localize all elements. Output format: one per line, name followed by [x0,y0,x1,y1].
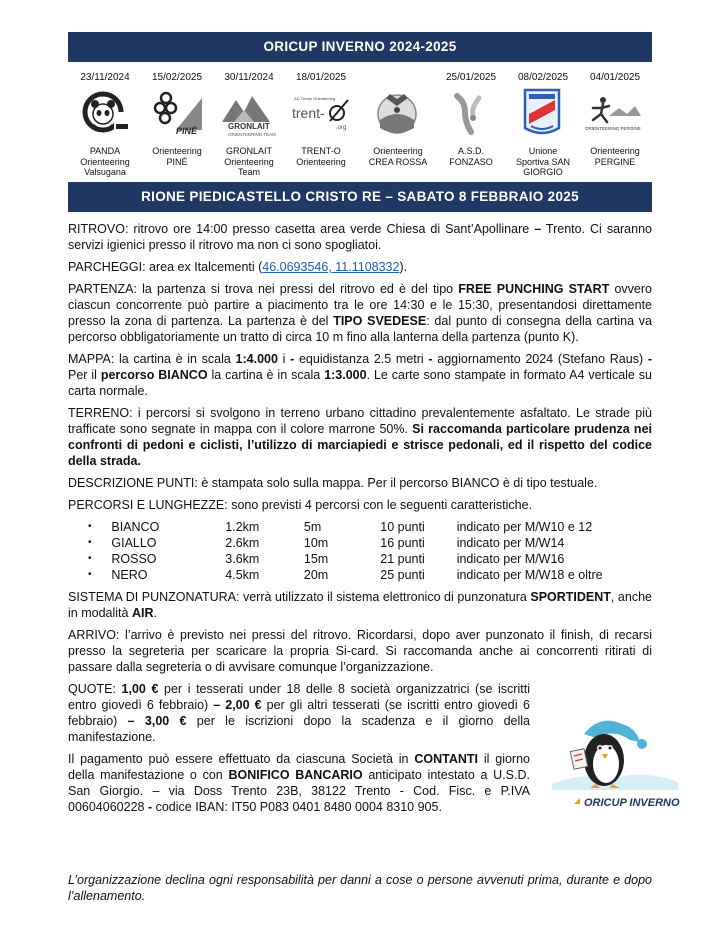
sistema-paragraph: SISTEMA DI PUNZONATURA: verrà utilizzato il sistema elettronico di punzonatura SPORTIDENT, anche in modalità AIR. [68,590,652,620]
event-date: 23/11/2024 [80,72,130,83]
terreno-paragraph: TERRENO: i percorsi si svolgono in terreno urbano cittadino prevalentemente asfaltato. Le strade più trafficate sono segnate in mappa con il colore marrone 50%. Si raccomanda particolare prudenza nei confronti di pedoni e ciclisti, l’utilizzo di marciapiedi e strisce pedonali, ed il rispetto del codice della strada. [68,406,652,468]
club-name: Orienteering PINÈ [152,146,202,167]
event-date: 15/02/2025 [151,72,203,83]
pergine-logo-icon [579,86,649,140]
trento-logo-text: trent- [292,105,325,121]
club-name: Unione Sportiva SAN GIORGIO [515,146,571,177]
penguin-mascot-icon [544,712,684,812]
club-names-row [68,146,652,180]
club-name: PANDA Orienteering Valsugana [80,146,130,177]
parking-coordinates-link[interactable]: 46.0693546, 11.1108332 [262,260,400,274]
event-date: 30/11/2024 [224,72,274,83]
san-giorgio-logo-icon [507,86,577,140]
descrizione-paragraph: DESCRIZIONE PUNTI: è stampata solo sulla mappa. Per il percorso BIANCO è di tipo testuale. [68,476,598,490]
event-date: 04/01/2025 [589,72,641,83]
disclaimer-footer: L’organizzazione declina ogni responsabilità per danni a cose o persone avvenuti prima, durante e dopo l’allenamento. [68,873,652,903]
fonzaso-logo-icon [435,86,505,140]
ritrovo-paragraph: RITROVO: ritrovo ore 14:00 presso casetta area verde Chiesa di Sant’Apollinare – Trento. Ci saranno servizi igienici presso il ritrovo ma non ci sono spogliatoi. [68,222,652,252]
mappa-paragraph: MAPPA: la cartina è in scala 1:4.000 i - equidistanza 2.5 metri - aggiornamento 2024 (Stefano Raus) - Per il percorso BIANCO la cartina è in scala 1:3.000. Le carte sono stampate in formato A4 verticale su carta normale. [68,352,652,398]
event-date: 08/02/2025 [517,72,569,83]
gronlait-logo-subtext: ORIENTEERING TEAM [228,132,276,137]
event-title-banner: RIONE PIEDICASTELLO CRISTO RE – SABATO 8 FEBBRAIO 2025 [68,182,652,212]
club-name: Orienteering PERGINE [590,146,640,167]
mascot-label: ORICUP INVERNO [584,797,680,809]
percorsi-intro: PERCORSI E LUNGHEZZE: sono previsti 4 percorsi con le seguenti caratteristiche. [68,498,533,512]
table-row: • ROSSO 3.6km 15m 21 punti indicato per M/W16 [88,552,565,566]
trento-logo-top: AD Trento Orienteering [294,96,336,101]
gronlait-logo-icon [214,86,284,140]
event-date: 25/01/2025 [445,72,497,83]
partenza-paragraph: PARTENZA: la partenza si trova nei pressi del ritrovo ed è del tipo FREE PUNCHING START ovvero ciascun concorrente può partire a piacimento tra le ore 14:30 e le 15:30, presentandosi direttamente presso la zona di partenza. La partenza è del TIPO SVEDESE: dal punto di consegna della cartina va percorso obbligatoriamente un tratto di circa 10 m fino alla lanterna della partenza (punto K). [68,282,652,344]
gronlait-logo-text: GRONLAIT [228,122,270,131]
club-logos-row [68,86,652,144]
pergine-logo-text: ORIENTEERING PERGINE [585,126,641,131]
event-dates-row [68,70,652,84]
series-title-banner: ORICUP INVERNO 2024-2025 [68,32,652,62]
panda-logo-icon [70,86,140,140]
crea-rossa-logo-icon [364,86,434,140]
quote-paragraph: QUOTE: 1,00 € per i tesserati under 18 delle 8 società organizzatrici (se iscritti entro giovedì 6 febbraio) – 2,00 € per gli altri tesserati (se iscritti entro giovedì 6 febbraio) – 3,00 € per le iscrizioni dopo la scadenza e il giorno della manifestazione. [68,682,530,744]
trento-logo-icon [286,86,356,140]
club-name: A.S.D. FONZASO [449,146,493,167]
trento-logo-org: .org [336,125,347,131]
club-name: GRONLAIT Orienteering Team [224,146,274,177]
event-date: 18/01/2025 [295,72,347,83]
pagamento-paragraph: Il pagamento può essere effettuato da ciascuna Società in CONTANTI il giorno della manifestazione o con BONIFICO BANCARIO anticipato intestato a U.S.D. San Giorgio. – via Doss Trento 23B, 38122 Trento - Cod. Fisc. e P.IVA 00604060228 - codice IBAN: IT50 P083 0401 8480 0004 8310 905. [68,752,530,814]
table-row: • BIANCO 1.2km 5m 10 punti indicato per M/W10 e 12 [88,520,593,534]
table-row: • NERO 4.5km 20m 25 punti indicato per M/W18 e oltre [88,568,603,582]
courses-table [88,519,652,583]
pine-logo-icon [142,86,212,140]
arrivo-paragraph: ARRIVO: l’arrivo è previsto nei pressi del ritrovo. Ricordarsi, dopo aver punzonato il finish, di recarsi presso la segreteria per scaricare la propria Si-card. Si raccomanda anche ai concorrenti ritirati di passare dalla segreteria o di avvisare comunque l’organizzazione. [68,628,652,674]
club-name: TRENT-O Orienteering [296,146,346,167]
pine-logo-text: PINÈ [176,126,198,136]
club-name: Orienteering CREA ROSSA [368,146,428,167]
parcheggi-paragraph: PARCHEGGI: area ex Italcementi (46.0693546, 11.1108332). [68,260,408,274]
table-row: • GIALLO 2.6km 10m 16 punti indicato per M/W14 [88,536,565,550]
